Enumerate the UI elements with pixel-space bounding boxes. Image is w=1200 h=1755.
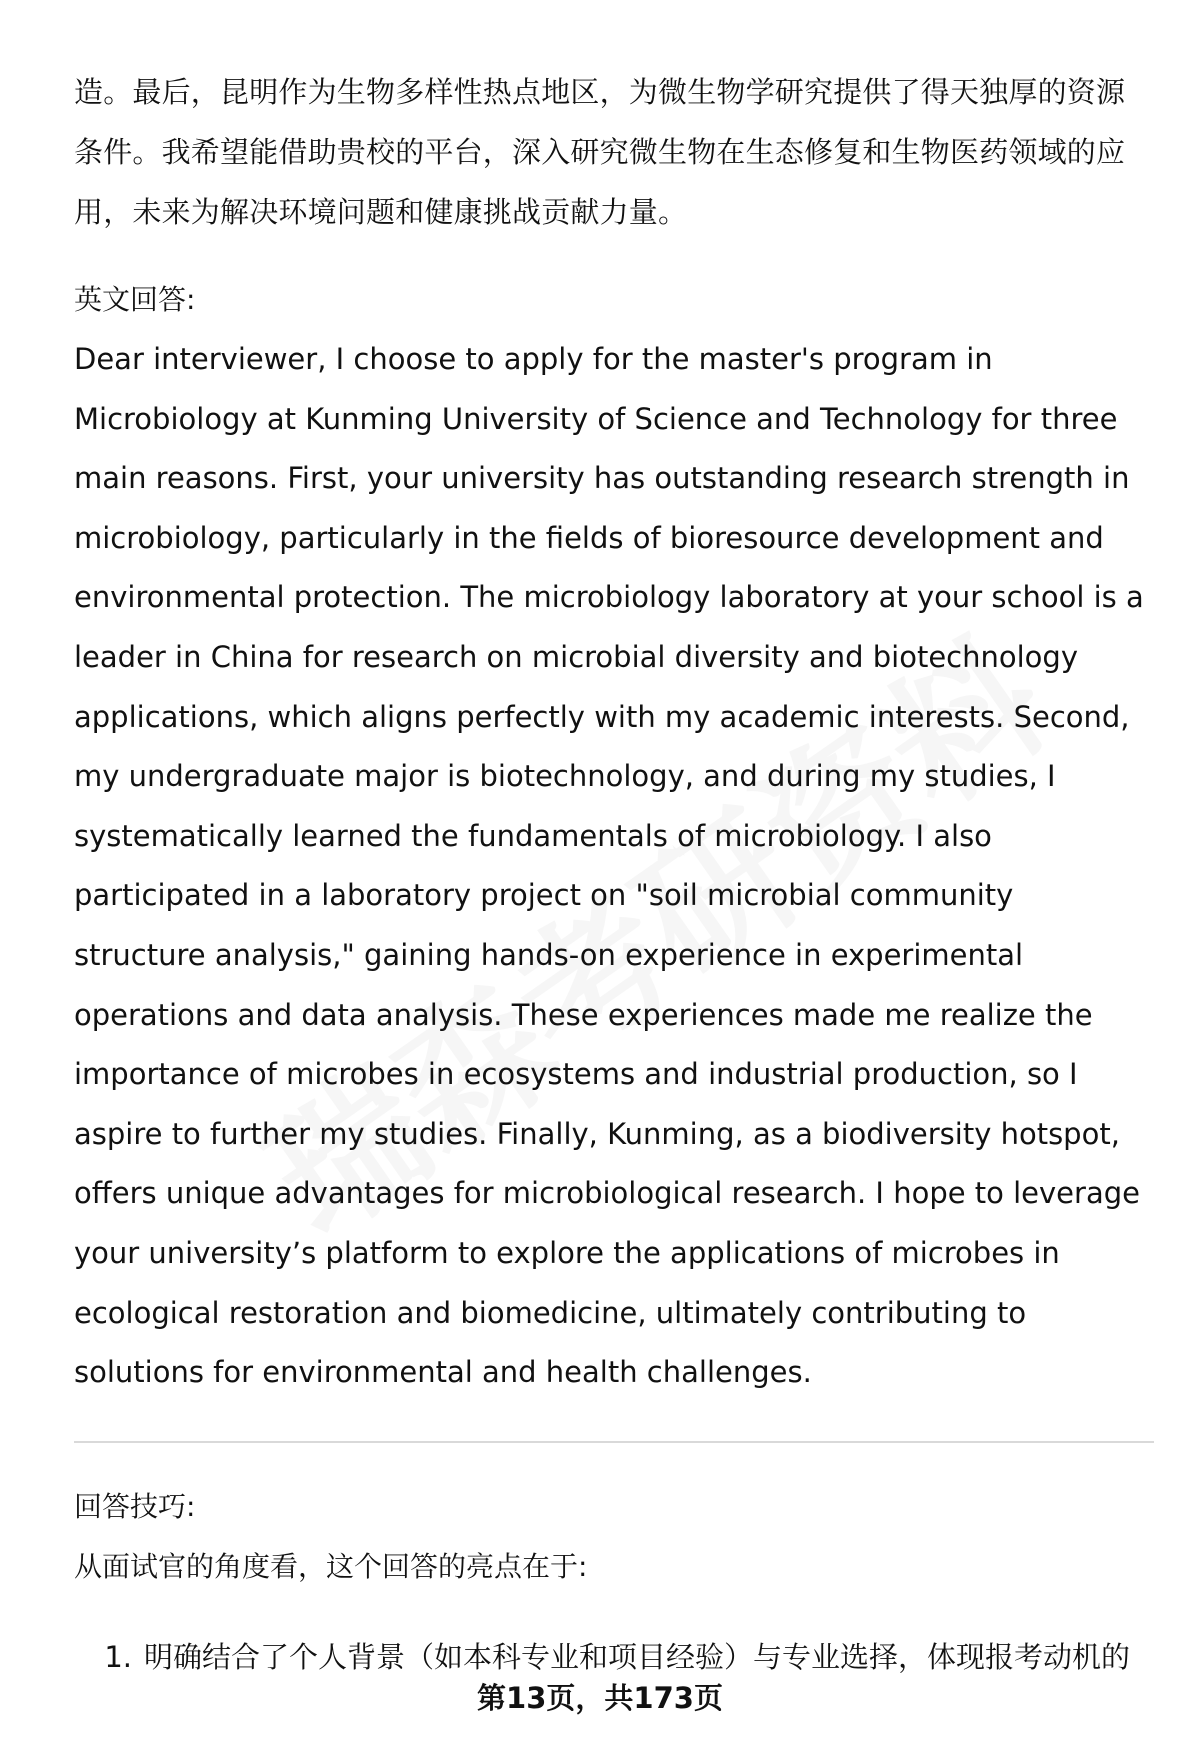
section-divider [74,1441,1154,1443]
answer-tips-intro: 从面试官的角度看，这个回答的亮点在于: [74,1549,588,1583]
english-answer-paragraph: Dear interviewer, I choose to apply for the master's program in Microbiology at Kunming University of Science and Technology for three main reasons. First, your university has outstanding research strength in microbiology, particularly in the fields of bioresource development and environmental protection. The microbiology laboratory at your school is a leader in China for research on microbial diversity and biotechnology applications, which aligns perfectly with my academic interests. Second, my undergraduate major is biotechnology, and during my studies, I systematically learned the fundamentals of microbiology. I also participated in a laboratory project on "soil microbial community structure analysis," gaining hands-on experience in experimental operations and data analysis. These experiences made me realize the importance of microbes in ecosystems and industrial production, so I aspire to further my studies. Finally, Kunming, as a biodiversity hotspot, offers unique advantages for microbiological research. I hope to leverage your university’s platform to explore the applications of microbes in ecological restoration and biomedicine, ultimately contributing to solutions for environmental and health challenges. [74,342,1144,1390]
list-item-number: 1. [104,1639,132,1674]
chinese-answer-paragraph: 造。最后，昆明作为生物多样性热点地区，为微生物学研究提供了得天独厚的资源条件。我希望能借助贵校的平台，深入研究微生物在生态修复和生物医药领域的应用，未来为解决环境问题和健康挑战贡献力量。 [74,75,1126,229]
page-number-footer: 第13页，共173页 [477,1681,723,1715]
page-content [74,62,1154,1687]
answer-tips-label: 回答技巧: [74,1489,196,1523]
english-answer-label: 英文回答: [74,283,196,316]
list-item-text: 明确结合了个人背景（如本科专业和项目经验）与专业选择，体现报考动机的 [144,1639,1131,1674]
